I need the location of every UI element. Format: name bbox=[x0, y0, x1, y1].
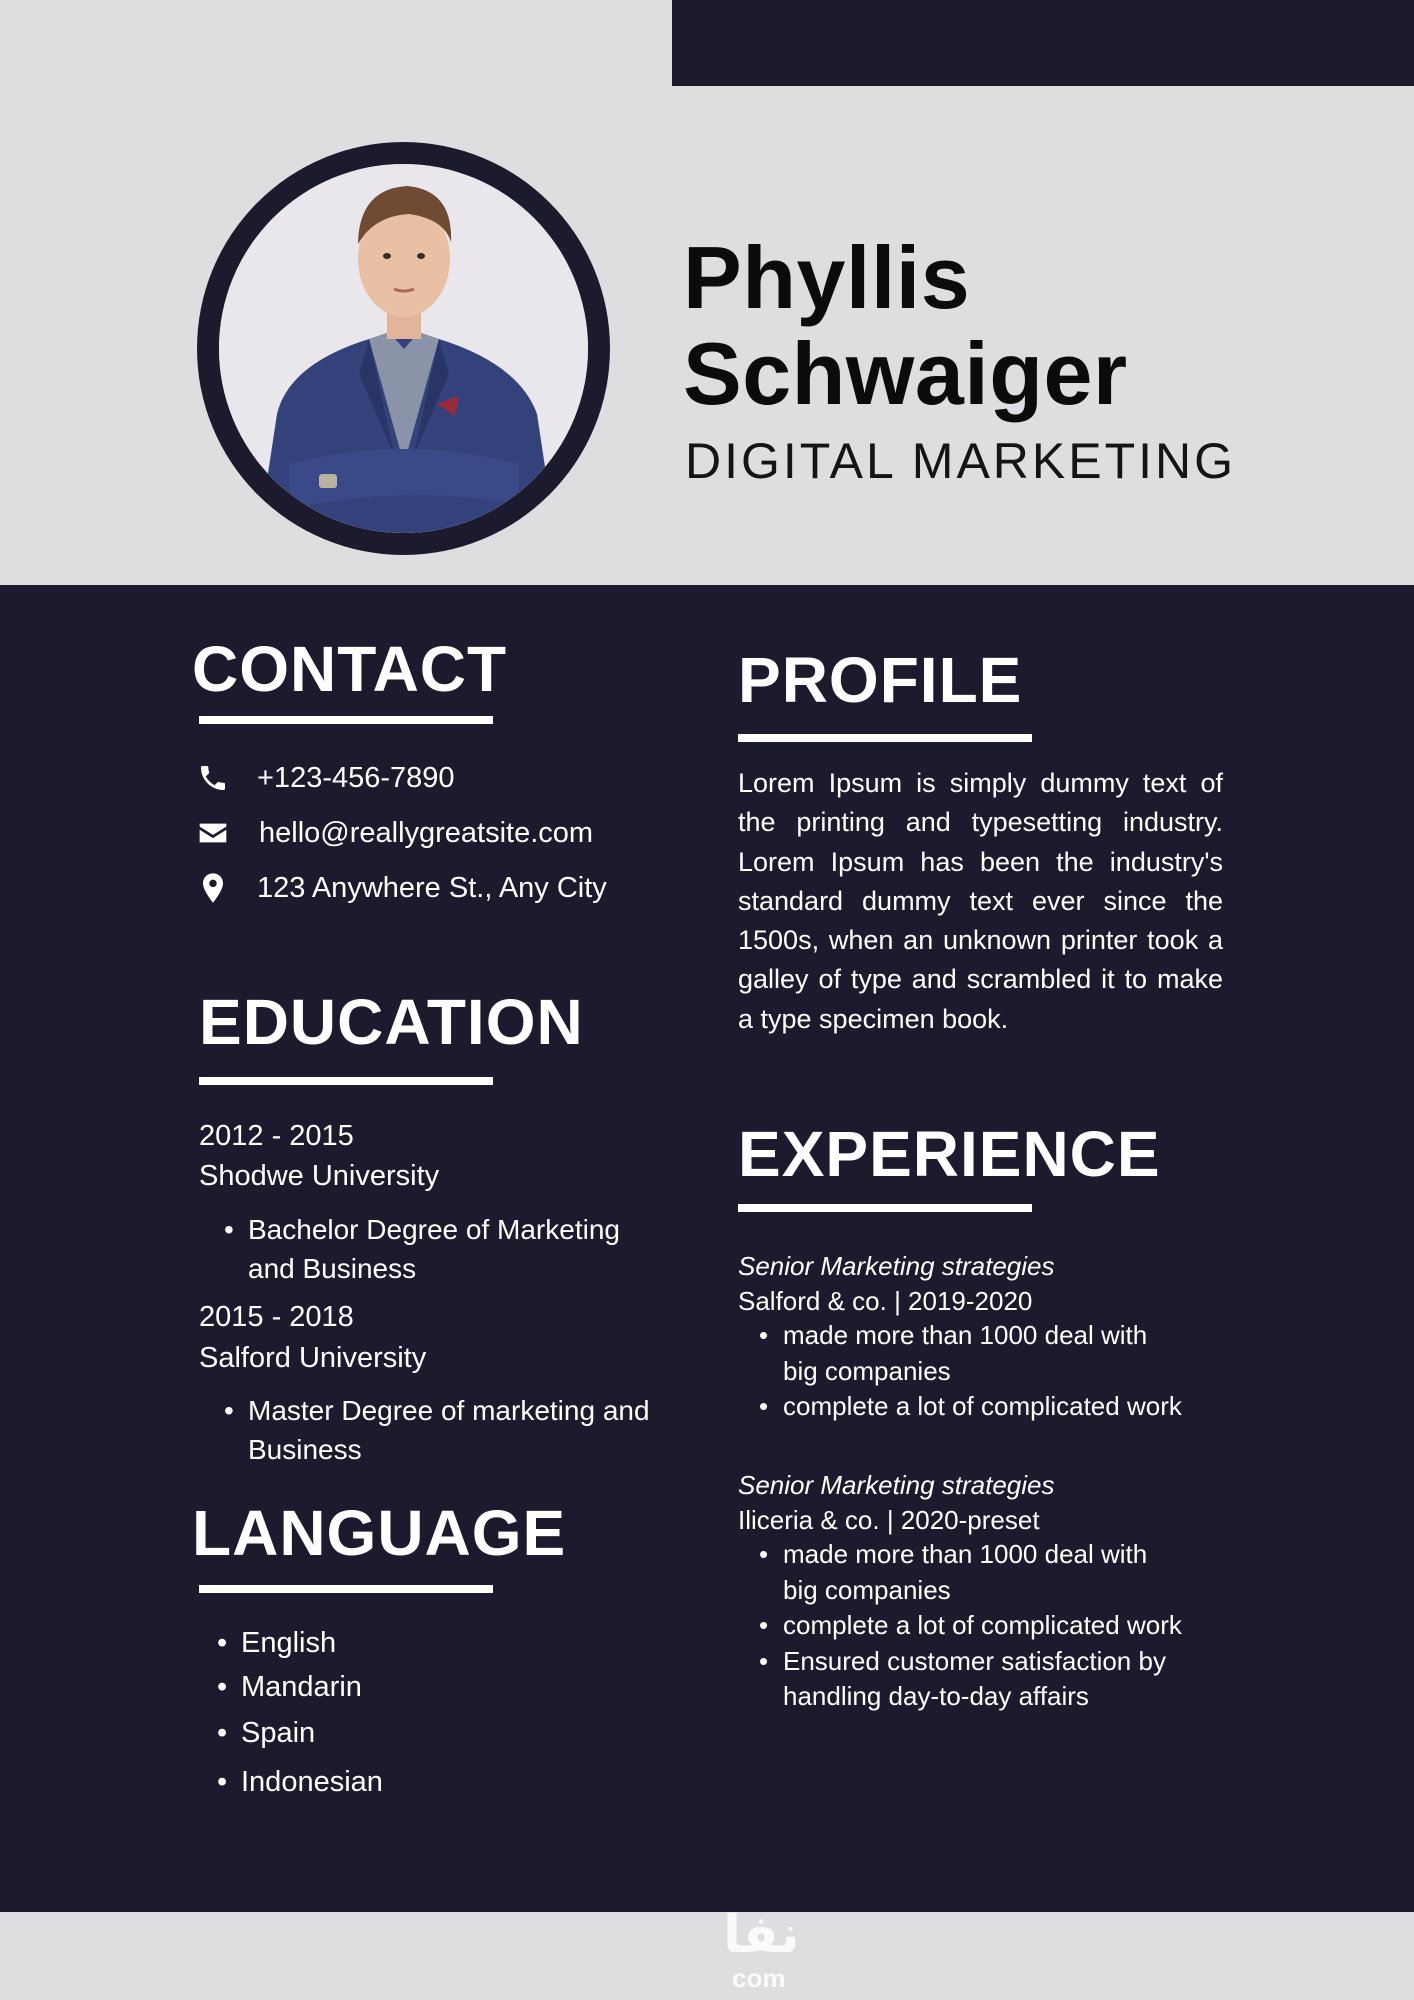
profile-photo bbox=[219, 164, 588, 533]
watermark-suffix: com bbox=[732, 1963, 786, 1993]
education-degree-list-1 bbox=[224, 1210, 664, 1288]
language-underline bbox=[199, 1585, 493, 1593]
language-item: • Mandarin bbox=[217, 1667, 383, 1713]
first-name: Phyllis bbox=[683, 228, 971, 327]
phone-number[interactable]: +123-456-7890 bbox=[257, 762, 455, 794]
education-heading: EDUCATION bbox=[199, 986, 584, 1058]
full-name bbox=[683, 230, 1128, 422]
person-illustration bbox=[219, 164, 588, 533]
profile-underline bbox=[738, 734, 1032, 742]
profile-heading: PROFILE bbox=[738, 644, 1023, 716]
contact-email bbox=[197, 813, 657, 853]
email-address[interactable]: hello@reallygreatsite.com bbox=[259, 817, 594, 849]
header-accent-bar bbox=[672, 0, 1414, 86]
last-name: Schwaiger bbox=[683, 324, 1128, 423]
experience-bullets-1 bbox=[759, 1318, 1189, 1425]
watermark-logo bbox=[628, 1905, 808, 2000]
education-years-1: 2012 - 2015 bbox=[199, 1120, 354, 1152]
experience-bullet: • made more than 1000 deal with big companies bbox=[759, 1537, 1189, 1608]
education-school-2: Salford University bbox=[199, 1342, 427, 1374]
education-school-1: Shodwe University bbox=[199, 1160, 440, 1192]
language-list bbox=[217, 1623, 383, 1806]
contact-underline bbox=[199, 716, 493, 724]
location-pin-icon bbox=[197, 872, 229, 904]
watermark-arabic: نفا bbox=[723, 1905, 800, 1965]
language-item: • English bbox=[217, 1623, 383, 1667]
experience-company-1: Salford & co. | 2019-2020 bbox=[738, 1286, 1033, 1316]
education-degree-list-2 bbox=[224, 1391, 674, 1469]
email-icon bbox=[197, 817, 229, 849]
experience-underline bbox=[738, 1204, 1032, 1212]
experience-company-2: Iliceria & co. | 2020-preset bbox=[738, 1505, 1040, 1535]
education-underline bbox=[199, 1077, 493, 1085]
education-degree-1: • Bachelor Degree of Marketing and Business bbox=[224, 1210, 664, 1288]
experience-bullets-2 bbox=[759, 1537, 1189, 1715]
job-title: DIGITAL MARKETING bbox=[685, 433, 1237, 489]
profile-photo-frame bbox=[197, 142, 610, 555]
experience-heading: EXPERIENCE bbox=[738, 1118, 1161, 1190]
phone-icon bbox=[197, 762, 229, 794]
experience-bullet: • made more than 1000 deal with big companies bbox=[759, 1318, 1189, 1389]
contact-heading: CONTACT bbox=[192, 633, 508, 705]
language-heading: LANGUAGE bbox=[192, 1497, 567, 1569]
profile-text: Lorem Ipsum is simply dummy text of the printing and typesetting industry. Lorem Ipsum has been the industry's standard dummy text ever since the 1500s, when an unknown printer took a galley of type and scrambled it to make a type specimen book. bbox=[738, 768, 1223, 1034]
language-item: • Indonesian bbox=[217, 1762, 383, 1806]
language-item: • Spain bbox=[217, 1713, 383, 1762]
contact-address bbox=[197, 868, 657, 908]
education-years-2: 2015 - 2018 bbox=[199, 1301, 354, 1333]
experience-bullet: • complete a lot of complicated work bbox=[759, 1389, 1189, 1425]
experience-position-1: Senior Marketing strategies bbox=[738, 1251, 1055, 1281]
experience-bullet: • complete a lot of complicated work bbox=[759, 1608, 1189, 1644]
experience-bullet: • Ensured customer satisfaction by handling day-to-day affairs bbox=[759, 1644, 1189, 1715]
education-degree-2: • Master Degree of marketing and Business bbox=[224, 1391, 674, 1469]
address: 123 Anywhere St., Any City bbox=[257, 872, 607, 904]
experience-position-2: Senior Marketing strategies bbox=[738, 1470, 1055, 1500]
contact-phone bbox=[197, 758, 657, 798]
